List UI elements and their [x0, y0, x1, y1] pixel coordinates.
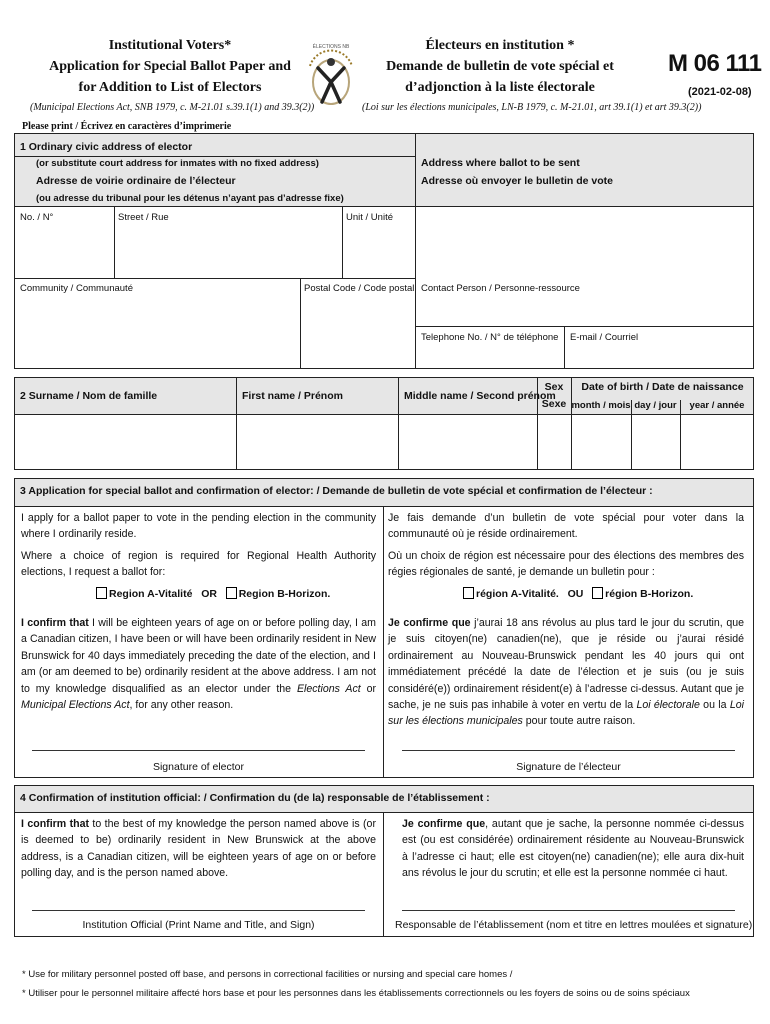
header-en-titles — [40, 35, 300, 98]
first-name-label: First name / Prénom — [242, 390, 343, 402]
civic-number-field[interactable] — [15, 224, 113, 277]
phone-field[interactable] — [416, 345, 563, 368]
or-label-fr: OU — [567, 588, 584, 600]
dob-day-field[interactable] — [632, 415, 679, 469]
elections-nb-logo — [300, 36, 362, 108]
ballot-address-title-en: Address where ballot to be sent — [421, 157, 580, 169]
logo-text: ÉLECTIONS NB — [312, 44, 350, 50]
form-number: M 06 111 — [668, 50, 762, 77]
confirm-part-2-fr: ou la — [699, 699, 730, 712]
civic-number-label: No. / N° — [20, 212, 54, 223]
ballot-address-title-fr: Adresse où envoyer le bulletin de vote — [421, 175, 613, 187]
signature-elector-label-en: Signature of elector — [152, 761, 245, 773]
surname-label: 2 Surname / Nom de famille — [20, 390, 158, 402]
unit-field[interactable] — [343, 224, 414, 277]
region-a-checkbox-fr[interactable] — [463, 587, 474, 599]
middle-name-field[interactable] — [399, 415, 536, 469]
community-field[interactable] — [15, 296, 299, 368]
section4-title: 4 Confirmation of institution official: / Confirmation du (de la) responsable de l’établissement : — [20, 792, 490, 804]
dob-day-label: day / jour — [634, 400, 677, 411]
confirm-part-3-en: , for any other reason. — [129, 699, 234, 712]
first-name-field[interactable] — [237, 415, 397, 469]
footnote-en: * Use for military personnel posted off base, and persons in correctional facilities or nursing and special care homes / — [22, 969, 513, 980]
section1-sub-en: (or substitute court address for inmates with no fixed address) — [36, 158, 319, 169]
elections-act-fr: Loi électorale — [636, 699, 700, 712]
footnote-fr: * Utiliser pour le personnel militaire affecté hors base et pour les personnes dans les établissements correctionnels ou les foyers de soins ou de soins spéciaux — [22, 988, 690, 999]
region-b-checkbox-en[interactable] — [226, 587, 237, 599]
surname-field[interactable] — [15, 415, 235, 469]
dob-month-label: month / mois — [571, 400, 631, 411]
official-signature-label-en: Institution Official (Print Name and Title, and Sign) — [82, 919, 315, 931]
title-fr-line3: d’adjonction à la liste électorale — [405, 80, 595, 95]
confirm-part-3-fr: pour toute autre raison. — [522, 715, 636, 728]
confirm-part-1-en: I will be eighteen years of age on or before polling day, I am a Canadian citizen, I have been or will have been ordinarily resident in New Brunswick for 40 days immediately preceding the date of the election, and I am (or am deemed to be) ordinarily resident at the above address. I am not to my knowledge disqualified as an elector under the — [21, 617, 376, 695]
divider — [14, 156, 416, 157]
region-a-label-en: Region A-Vitalité — [109, 588, 193, 600]
act-citation-en: (Municipal Elections Act, SNB 1979, c. M-21.01 s.39.1(1) and 39.3(2)) — [30, 102, 315, 113]
print-note: Please print / Écrivez en caractères d’imprimerie — [22, 121, 232, 132]
postal-code-field[interactable] — [301, 296, 414, 368]
section1-title-fr: Adresse de voirie ordinaire de l’électeur — [36, 175, 236, 187]
official-confirm-body-fr: , autant que je sache, la personne nommée ci-dessus est (ou est considérée) ordinairement résidente au Nouveau-Brunswick à l’adresse ci haut; elle est citoyen(ne) canadien(ne); elle aura dix-huit ans révolus le jour du scrutin; et elle est la personne nommée ci haut. — [402, 818, 744, 880]
official-confirm-bold-fr: Je confirme que — [402, 818, 486, 830]
contact-person-label: Contact Person / Personne-ressource — [421, 283, 580, 294]
apply-text-en: I apply for a ballot paper to vote in the pending election in the community where I ordinarily reside. — [21, 512, 376, 541]
divider — [383, 812, 384, 937]
section1-sub-fr: (ou adresse du tribunal pour les détenus n’ayant pas d’adresse fixe) — [36, 193, 344, 204]
elector-signature-line-en[interactable] — [32, 750, 365, 751]
official-confirm-fr — [402, 816, 744, 882]
region-text-fr: Où un choix de région est nécessaire pour des élections des membres des régies régionales de santé, je demande un bulletin pour : — [388, 550, 744, 579]
region-a-label-fr: région A-Vitalité. — [476, 588, 559, 600]
email-label: E-mail / Courriel — [570, 332, 639, 343]
title-en-line1: Institutional Voters* — [108, 38, 232, 53]
confirm-part-2-en: or — [360, 682, 376, 695]
confirm-text-en — [21, 615, 376, 713]
region-b-checkbox-fr[interactable] — [592, 587, 603, 599]
divider — [415, 326, 754, 327]
middle-name-label: Middle name / Second prénom — [404, 390, 556, 402]
divider — [14, 506, 754, 507]
form-date: (2021-02-08) — [688, 86, 752, 98]
section3-title: 3 Application for special ballot and confirmation of elector: / Demande de bulletin de vote spécial et confirmation de l’électeur : — [20, 485, 653, 497]
street-field[interactable] — [115, 224, 341, 277]
apply-text-fr: Je fais demande d’un bulletin de vote spécial pour voter dans la communauté où je réside ordinairement. — [388, 512, 744, 541]
divider — [14, 812, 754, 813]
region-text-en: Where a choice of region is required for Regional Health Authority elections, I request a ballot for: — [21, 550, 376, 579]
community-label: Community / Communauté — [20, 283, 133, 294]
header-fr-titles — [375, 35, 625, 98]
elector-signature-line-fr[interactable] — [402, 750, 735, 751]
title-en-line3: for Addition to List of Electors — [78, 80, 262, 95]
sex-field[interactable] — [538, 415, 570, 469]
sex-label-fr: Sexe — [541, 398, 567, 410]
confirm-text-fr — [388, 615, 744, 730]
act-citation-fr: (Loi sur les élections municipales, LN-B 1979, c. M-21.01, art 39.1(1) et art 39.3(2)) — [362, 102, 702, 113]
region-b-label-en: Region B-Horizon — [238, 588, 328, 600]
title-fr-line1: Électeurs en institution * — [425, 38, 575, 53]
divider — [14, 278, 416, 279]
confirm-bold-fr: Je confirme que — [388, 617, 471, 629]
municipal-act-fr: Loi sur les élections municipales — [388, 699, 745, 728]
phone-label: Telephone No. / N° de téléphone — [421, 332, 559, 343]
region-choice-fr: région A-Vitalité. OU région B-Horizon. — [463, 587, 693, 600]
title-fr-line2: Demande de bulletin de vote spécial et — [386, 59, 614, 74]
confirm-part-1-fr: j’aurai 18 ans révolus au plus tard le jour du scrutin, que je suis citoyen(ne) canadien(ne), que je réside ou j’aurai résidé ordinairement au Nouveau-Brunswick pendant les 40 jours qui ont immédiatement précédé la date de l’élection et je suis (ou je suis considéré(e)) ordinairement résident(e) à l’adresse ci-dessus. Autant que je sache, je ne suis pas inhabile à voter en vertu de la — [388, 617, 744, 712]
dob-year-field[interactable] — [681, 415, 753, 469]
dob-month-field[interactable] — [572, 415, 630, 469]
ballot-address-field[interactable] — [416, 207, 753, 325]
official-signature-line-en[interactable] — [32, 910, 365, 911]
region-b-label-fr: région B-Horizon — [605, 588, 691, 600]
region-choice-en: Region A-Vitalité OR Region B-Horizon. — [96, 587, 330, 600]
unit-label: Unit / Unité — [346, 212, 393, 223]
postal-code-label: Postal Code / Code postal — [304, 283, 415, 294]
region-a-checkbox-en[interactable] — [96, 587, 107, 599]
ballot-address-shade — [416, 134, 753, 206]
municipal-act-en: Municipal Elections Act — [21, 699, 130, 712]
official-confirm-en — [21, 816, 376, 882]
elections-act-en: Elections Act — [296, 682, 361, 695]
title-en-line2: Application for Special Ballot Paper and — [49, 59, 291, 74]
official-confirm-bold-en: I confirm that — [21, 818, 90, 830]
confirm-bold-en: I confirm that — [21, 617, 89, 629]
email-field[interactable] — [565, 345, 753, 368]
sex-label-en: Sex — [544, 381, 564, 393]
official-confirm-body-en: to the best of my knowledge the person named above is (or is deemed to be) ordinarily resident in New Brunswick at the above address, is a Canadian citizen, will be eighteen years of age on or before polling day, and is the person named above. — [21, 818, 376, 880]
street-label: Street / Rue — [118, 212, 169, 223]
dob-year-label: year / année — [689, 400, 745, 411]
signature-elector-label-fr: Signature de l’électeur — [516, 761, 621, 773]
official-signature-line-fr[interactable] — [402, 910, 735, 911]
dob-label: Date of birth / Date de naissance — [581, 381, 744, 393]
divider — [383, 506, 384, 778]
section1-title: 1 Ordinary civic address of elector — [20, 141, 193, 153]
or-label-en: OR — [201, 588, 217, 600]
official-signature-label-fr: Responsable de l’établissement (nom et titre en lettres moulées et signature) — [395, 919, 753, 931]
